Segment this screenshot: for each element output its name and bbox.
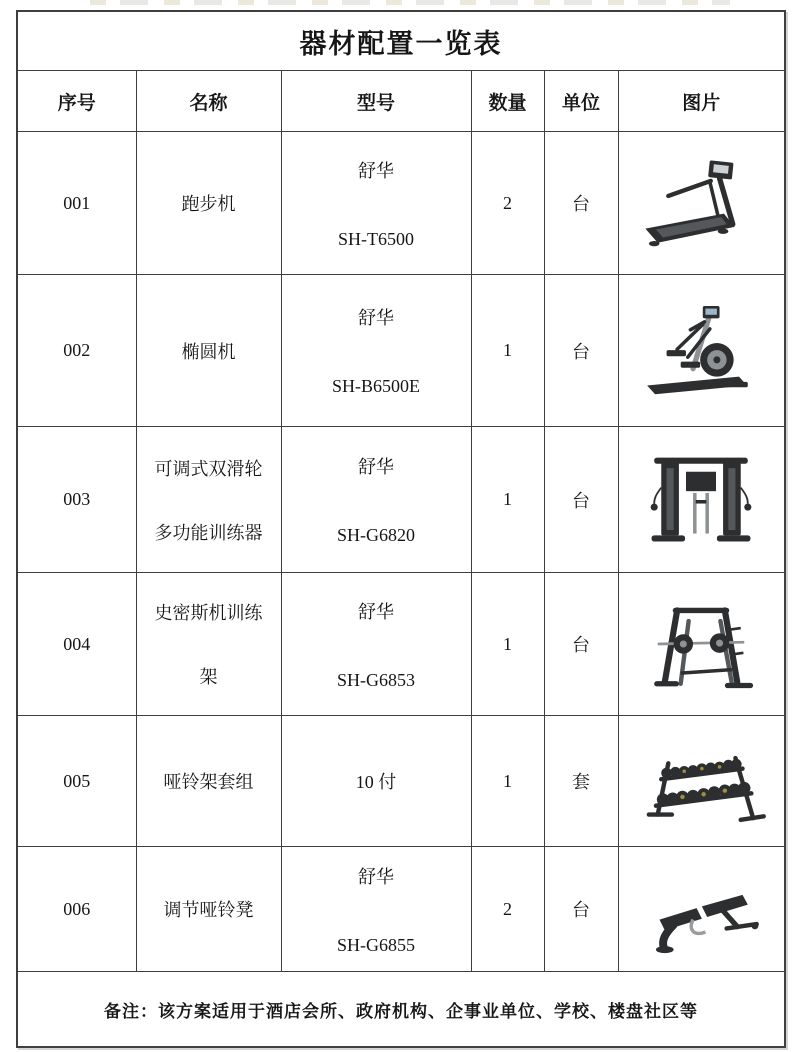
model-line: 舒华 [358, 866, 394, 887]
model-cell [281, 847, 471, 972]
unit-value: 台 [572, 341, 590, 362]
equipment-image [626, 298, 776, 404]
unit-value: 台 [572, 490, 590, 511]
model-line: SH-G6855 [336, 934, 415, 955]
qty-value: 2 [503, 192, 512, 213]
unit-cell [544, 716, 618, 847]
serial-cell [17, 427, 136, 573]
model-line: 舒华 [358, 160, 394, 181]
qty-value: 1 [503, 489, 512, 509]
name-cell [136, 716, 281, 847]
name-cell [136, 275, 281, 427]
image-cell [618, 847, 785, 972]
unit-cell [544, 427, 618, 573]
table-row [17, 573, 785, 716]
image-cell [618, 573, 785, 716]
serial-number: 005 [63, 770, 91, 791]
column-header-serial: 序号 [17, 71, 136, 132]
name-cell [136, 132, 281, 275]
name-line: 哑铃架套组 [163, 772, 254, 792]
serial-cell [17, 275, 136, 427]
model-cell [281, 716, 471, 847]
serial-cell [17, 573, 136, 716]
qty-cell [471, 716, 544, 847]
qty-value: 2 [503, 898, 512, 919]
equipment-image [626, 447, 776, 553]
qty-cell [471, 427, 544, 573]
qty-value: 1 [503, 633, 512, 654]
unit-cell [544, 847, 618, 972]
name-cell [136, 427, 281, 573]
model-line: SH-G6853 [336, 669, 415, 690]
unit-cell [544, 573, 618, 716]
equipment-table [16, 10, 786, 1048]
unit-value: 套 [572, 772, 590, 792]
name-cell [136, 847, 281, 972]
qty-cell [471, 573, 544, 716]
model-cell [281, 573, 471, 716]
model-cell [281, 132, 471, 275]
serial-cell [17, 132, 136, 275]
model-line: 舒华 [358, 601, 394, 622]
unit-value: 台 [572, 900, 590, 920]
model-line: 舒华 [358, 308, 394, 328]
name-line: 跑步机 [181, 194, 236, 214]
model-cell [281, 427, 471, 573]
name-cell [136, 573, 281, 716]
serial-cell [17, 847, 136, 972]
equipment-image [626, 856, 776, 962]
unit-value: 台 [572, 635, 590, 655]
clipped-text-remnant [90, 0, 730, 5]
equipment-image [626, 728, 776, 834]
page-title: 器材配置一览表 [17, 11, 785, 71]
name-line: 调节哑铃凳 [163, 900, 254, 920]
model-line: SH-B6500E [331, 376, 420, 396]
note-text: 备注：该方案适用于酒店会所、政府机构、企事业单位、学校、楼盘社区等 [17, 972, 785, 1048]
serial-number: 006 [63, 898, 91, 919]
equipment-image [626, 150, 776, 256]
image-cell [618, 275, 785, 427]
qty-value: 1 [503, 770, 512, 791]
model-cell [281, 275, 471, 427]
serial-number: 003 [63, 489, 91, 509]
name-line: 史密斯机训练 [154, 603, 263, 623]
equipment-image [626, 591, 776, 697]
unit-cell [544, 132, 618, 275]
column-header-unit: 单位 [544, 71, 618, 132]
serial-number: 002 [63, 340, 91, 360]
name-line: 可调式双滑轮 [154, 458, 263, 479]
table-row [17, 847, 785, 972]
qty-cell [471, 275, 544, 427]
table-title-row [17, 11, 785, 71]
image-cell [618, 132, 785, 275]
unit-value: 台 [572, 194, 590, 214]
serial-number: 004 [63, 633, 91, 654]
serial-number: 001 [63, 192, 91, 213]
qty-value: 1 [503, 340, 512, 360]
column-header-image: 图片 [618, 71, 785, 132]
table-header-row [17, 71, 785, 132]
model-line: SH-T6500 [338, 228, 414, 249]
column-header-name: 名称 [136, 71, 281, 132]
model-line: 舒华 [358, 457, 394, 477]
unit-cell [544, 275, 618, 427]
name-line: 架 [199, 667, 218, 687]
image-cell [618, 427, 785, 573]
image-cell [618, 716, 785, 847]
model-line: 10 付 [355, 772, 397, 792]
qty-cell [471, 847, 544, 972]
table-row [17, 716, 785, 847]
name-line: 多功能训练器 [154, 522, 263, 543]
qty-cell [471, 132, 544, 275]
column-header-model: 型号 [281, 71, 471, 132]
note-row [17, 972, 785, 1048]
model-line: SH-G6820 [336, 525, 415, 545]
column-header-qty: 数量 [471, 71, 544, 132]
table-row [17, 132, 785, 275]
table-row [17, 275, 785, 427]
name-line: 椭圆机 [181, 341, 236, 362]
table-row [17, 427, 785, 573]
serial-cell [17, 716, 136, 847]
